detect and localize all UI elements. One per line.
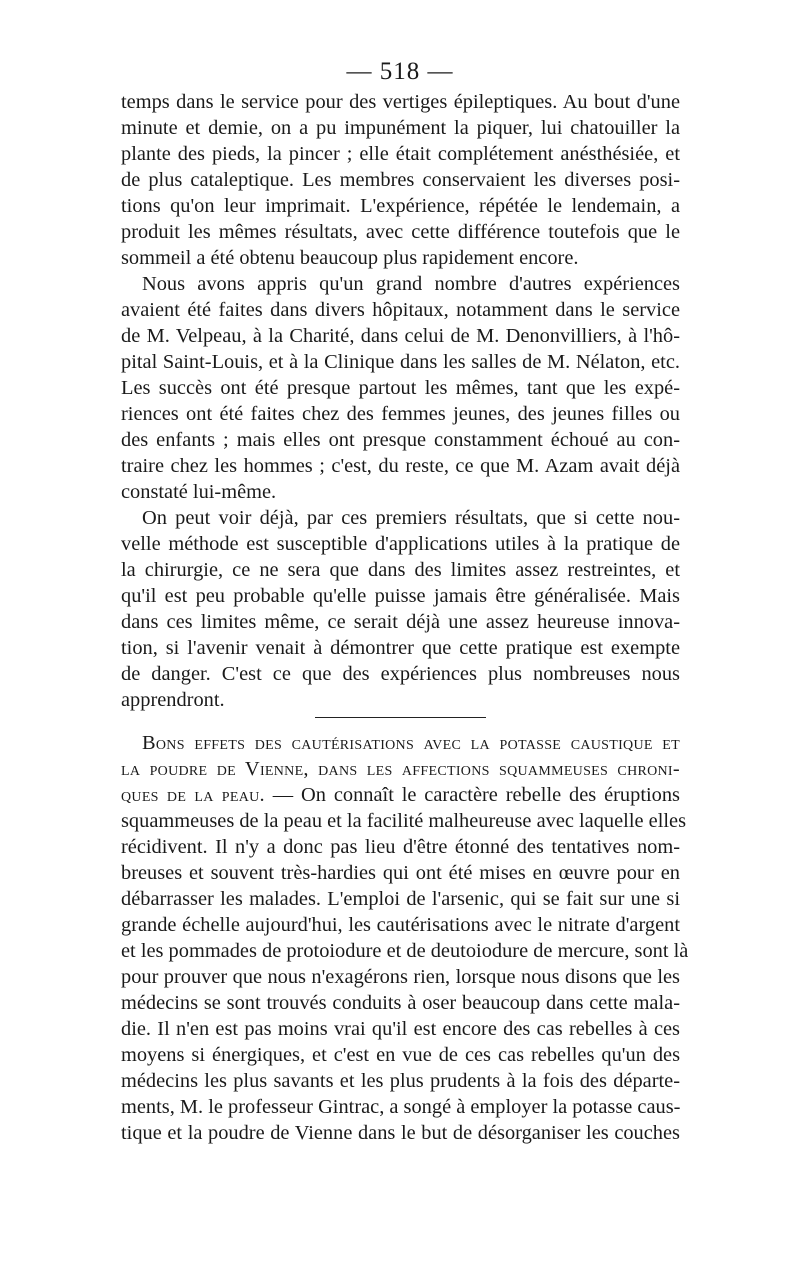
text-line: avaient été faites dans divers hôpitaux, notamment dans le service [121,299,680,321]
section-heading-end-line [121,782,680,808]
text-line: breuses et souvent très-hardies qui ont été mises en œuvre pour en [121,862,680,884]
section-body [121,730,689,1146]
text-line: Les succès ont été presque partout les mêmes, tant que les expé- [121,377,680,399]
paragraph-3 [121,505,680,713]
section-divider [315,717,486,718]
text-line: récidivent. Il n'y a donc pas lieu d'être étonné des tentatives nom- [121,836,680,858]
text-line: la chirurgie, ce ne sera que dans des limites assez restreintes, et [121,559,680,581]
text-line: et les pommades de protoiodure et de deutoiodure de mercure, sont là [121,940,689,962]
text-line: qu'il est peu probable qu'elle puisse jamais être généralisée. Mais [121,585,680,607]
text-line: sommeil a été obtenu beaucoup plus rapidement encore. [121,247,579,269]
text-line: débarrasser les malades. L'emploi de l'arsenic, qui se fait sur une si [121,888,680,910]
text-line: die. Il n'en est pas moins vrai qu'il est encore des cas rebelles à ces [121,1018,680,1040]
text-line: de plus cataleptique. Les membres conservaient les diverses posi- [121,169,680,191]
text-line: produit les mêmes résultats, avec cette différence toutefois que le [121,221,680,243]
text-line: de danger. C'est ce que des expériences plus nombreuses nous [121,663,680,685]
text-line: temps dans le service pour des vertiges épileptiques. Au bout d'une [121,91,680,113]
text-line: squammeuses de la peau et la facilité malheureuse avec laquelle elles [121,810,687,832]
text-line: de M. Velpeau, à la Charité, dans celui de M. Denonvilliers, à l'hô- [121,325,680,347]
section-heading-line: Bons effets des cautérisations avec la potasse caustique et [142,732,680,754]
text-line: traire chez les hommes ; c'est, du reste, ce que M. Azam avait déjà [121,455,680,477]
text-line: minute et demie, on a pu impunément la piquer, lui chatouiller la [121,117,680,139]
text-line: plante des pieds, la pincer ; elle était complétement anésthésiée, et [121,143,680,165]
text-line: médecins les plus savants et les plus prudents à la fois des départe- [121,1070,680,1092]
section-heading-line: la poudre de Vienne, dans les affections squammeuses chroni- [121,758,680,780]
paragraph-1 [121,89,680,271]
text-line: moyens si énergiques, et c'est en vue de ces cas rebelles qu'un des [121,1044,680,1066]
text-line: On peut voir déjà, par ces premiers résultats, que si cette nou- [142,507,680,529]
text-line: pital Saint-Louis, et à la Clinique dans les salles de M. Nélaton, etc. [121,351,680,373]
text-line: tique et la poudre de Vienne dans le but de désorganiser les couches [121,1122,680,1144]
text-line: tions qu'on leur imprimait. L'expérience, répétée le lendemain, a [121,195,680,217]
text-line: grande échelle aujourd'hui, les cautérisations avec le nitrate d'argent [121,914,680,936]
text-line: des enfants ; mais elles ont presque constamment échoué au con- [121,429,680,451]
text-line: médecins se sont trouvés conduits à oser beaucoup dans cette mala- [121,992,680,1014]
section-first-line-text: — On connaît le caractère rebelle des éruptions [264,784,680,806]
text-line: velle méthode est susceptible d'applications utiles à la pratique de [121,533,680,555]
text-line: tion, si l'avenir venait à démontrer que cette pratique est exempte [121,637,680,659]
text-line: dans ces limites même, ce serait déjà une assez heureuse innova- [121,611,680,633]
text-line: pour prouver que nous n'exagérons rien, lorsque nous disons que les [121,966,680,988]
text-line: apprendront. [121,689,225,711]
paragraph-2 [121,271,680,505]
text-line: ments, M. le professeur Gintrac, a songé à employer la potasse caus- [121,1096,681,1118]
section-heading-end: ques de la peau. [121,784,265,806]
text-line: Nous avons appris qu'un grand nombre d'autres expériences [142,273,680,295]
text-line: constaté lui-même. [121,481,277,503]
page-number: — 518 — [346,58,454,85]
text-line: riences ont été faites chez des femmes jeunes, des jeunes filles ou [121,403,680,425]
